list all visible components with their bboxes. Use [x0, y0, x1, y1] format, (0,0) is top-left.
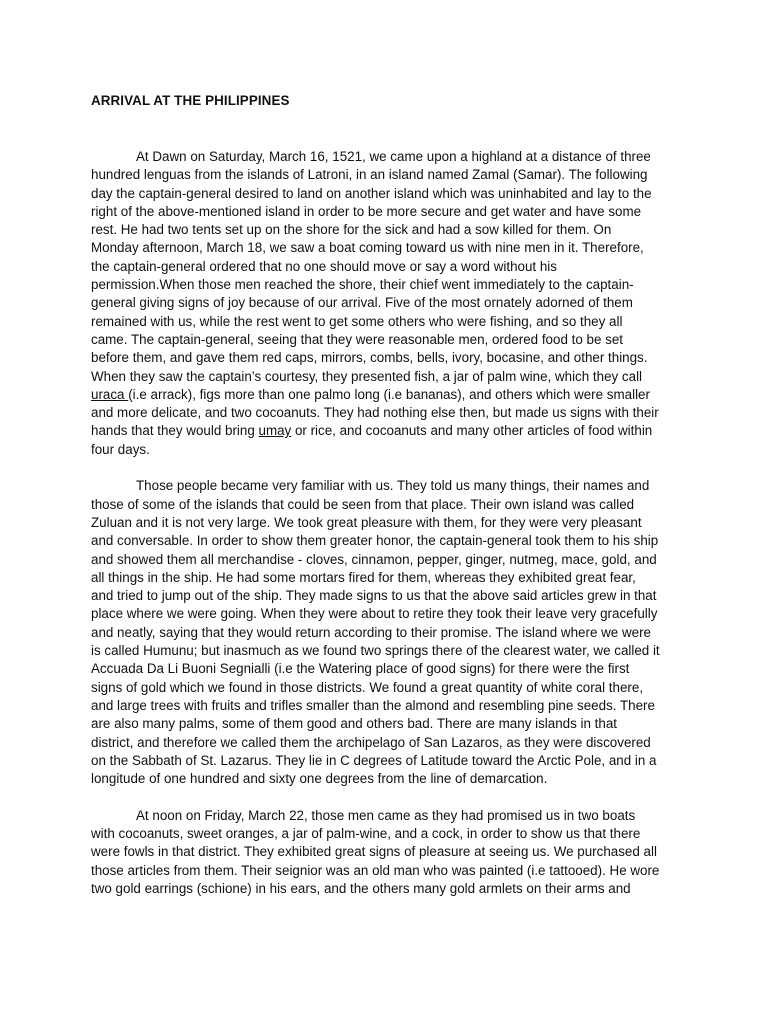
text-line: [91, 349, 691, 367]
text-segment: district, and therefore we called them the archipelago of San Lazaros, as they were discovered: [91, 734, 651, 750]
text-segment: on the Sabbath of St. Lazarus. They lie in C degrees of Latitude toward the Arctic Pole, and in a: [91, 752, 657, 768]
text-segment: At Dawn on Saturday, March 16, 1521, we came upon a highland at a distance of three: [136, 149, 651, 164]
text-segment: four days.: [91, 441, 150, 457]
text-segment: hundred lenguas from the islands of Latroni, in an island named Zamal (Samar). The following: [91, 167, 648, 183]
text-segment: all things in the ship. He had some mortars fired for them, whereas they exhibited great fear,: [91, 569, 636, 585]
text-segment: is called Humunu; but inasmuch as we found two springs there of the clearest water, we called it: [91, 643, 660, 659]
text-segment: day the captain-general desired to land on another island which was uninhabited and lay to the: [91, 185, 652, 201]
text-line: [91, 441, 691, 459]
text-line: [91, 679, 691, 697]
text-line: [91, 148, 691, 166]
text-segment: At noon on Friday, March 22, those men came as they had promised us in two boats: [136, 807, 636, 823]
text-line: [91, 660, 691, 678]
text-segment: and neatly, saying that they would return according to their promise. The island where we were: [91, 624, 651, 640]
text-line: [91, 404, 691, 422]
text-line: [91, 825, 691, 843]
text-segment: general giving signs of joy because of our arrival. Five of the most ornately adorned of them: [91, 295, 633, 311]
text-line: [91, 514, 691, 532]
text-line: [91, 221, 691, 239]
text-segment: right of the above-mentioned island in order to be more secure and get water and have some: [91, 203, 642, 219]
text-line: [91, 770, 691, 788]
text-segment: the captain-general ordered that no one should move or say a word without his: [91, 258, 557, 274]
text-segment: place where we were going. When they were about to retire they took their leave very gracefully: [91, 606, 658, 622]
text-line: [91, 697, 691, 715]
text-segment: Those people became very familiar with us. They told us many things, their names and: [136, 478, 650, 494]
text-line: [91, 880, 691, 898]
text-segment: (i.e arrack), figs more than one palmo long (i.e bananas), and others which were smaller: [128, 386, 650, 402]
text-segment: Accuada Da Li Buoni Segnialli (i.e the Watering place of good signs) for there were the first: [91, 661, 630, 677]
text-line: [91, 715, 691, 733]
text-line: [91, 587, 691, 605]
text-segment: and conversable. In order to show them greater honor, the captain-general took them to his ship: [91, 533, 659, 549]
document-title: ARRIVAL AT THE PHILIPPINES: [91, 93, 290, 108]
text-segment: hands that they would bring: [91, 423, 259, 439]
text-line: [91, 843, 691, 861]
paragraph: [91, 807, 691, 898]
text-segment: and tried to jump out of the ship. They made signs to us that the above said articles grew in that: [91, 588, 657, 604]
text-segment: Zuluan and it is not very large. We took great pleasure with them, for they were very pleasant: [91, 514, 642, 530]
text-line: [91, 807, 691, 825]
text-line: [91, 313, 691, 331]
text-line: [91, 386, 691, 404]
text-segment: with cocoanuts, sweet oranges, a jar of palm-wine, and a cock, in order to show us that there: [91, 825, 641, 841]
text-segment: signs of gold which we found in those districts. We found a great quantity of white coral there,: [91, 679, 644, 695]
text-line: [91, 294, 691, 312]
document-body: [91, 148, 691, 916]
text-segment: and showed them all merchandise - cloves, cinnamon, pepper, ginger, nutmeg, mace, gold, and: [91, 551, 657, 567]
text-segment: were fowls in that district. They exhibited great signs of pleasure at seeing us. We purchased all: [91, 844, 657, 860]
underlined-term: umay: [258, 423, 292, 439]
paragraph: [91, 477, 691, 788]
underlined-term: uraca: [91, 386, 129, 402]
paragraph: [91, 148, 691, 459]
text-segment: or rice, and cocoanuts and many other articles of food within: [291, 423, 653, 439]
text-line: [91, 551, 691, 569]
text-line: [91, 642, 691, 660]
text-line: [91, 258, 691, 276]
text-line: [91, 368, 691, 386]
text-line: [91, 862, 691, 880]
text-segment: are also many palms, some of them good and others bad. There are many islands in that: [91, 716, 617, 732]
text-line: [91, 734, 691, 752]
text-segment: Monday afternoon, March 18, we saw a boat coming toward us with nine men in it. Therefore,: [91, 240, 644, 256]
text-line: [91, 422, 691, 440]
text-segment: before them, and gave them red caps, mirrors, combs, bells, ivory, bocasine, and other things.: [91, 350, 648, 366]
text-segment: those of some of the islands that could be seen from that place. Their own island was called: [91, 496, 635, 512]
text-line: [91, 166, 691, 184]
text-line: [91, 605, 691, 623]
text-line: [91, 624, 691, 642]
text-line: [91, 752, 691, 770]
text-segment: permission.When those men reached the shore, their chief went immediately to the captain-: [91, 277, 634, 293]
text-line: [91, 569, 691, 587]
text-segment: those articles from them. Their seignior was an old man who was painted (i.e tattooed). He wore: [91, 862, 660, 878]
text-line: [91, 477, 691, 495]
text-segment: came. The captain-general, seeing that they were reasonable men, ordered food to be set: [91, 331, 623, 347]
text-segment: and large trees with fruits and trifles smaller than the almond and resembling pine seeds. There: [91, 697, 655, 713]
text-line: [91, 331, 691, 349]
text-line: [91, 185, 691, 203]
text-line: [91, 496, 691, 514]
text-segment: two gold earrings (schione) in his ears, and the others many gold armlets on their arms and: [91, 880, 631, 896]
text-segment: and more delicate, and two cocoanuts. They had nothing else then, but made us signs with their: [91, 405, 659, 421]
text-segment: rest. He had two tents set up on the shore for the sick and had a sow killed for them. On: [91, 222, 612, 238]
text-line: [91, 532, 691, 550]
text-segment: When they saw the captain’s courtesy, they presented fish, a jar of palm wine, which they call: [91, 368, 643, 384]
text-line: [91, 203, 691, 221]
text-segment: longitude of one hundred and sixty one degrees from the line of demarcation.: [91, 771, 548, 787]
text-line: [91, 239, 691, 257]
text-segment: remained with us, while the rest went to get some others who were fishing, and so they all: [91, 313, 623, 329]
text-line: [91, 276, 691, 294]
